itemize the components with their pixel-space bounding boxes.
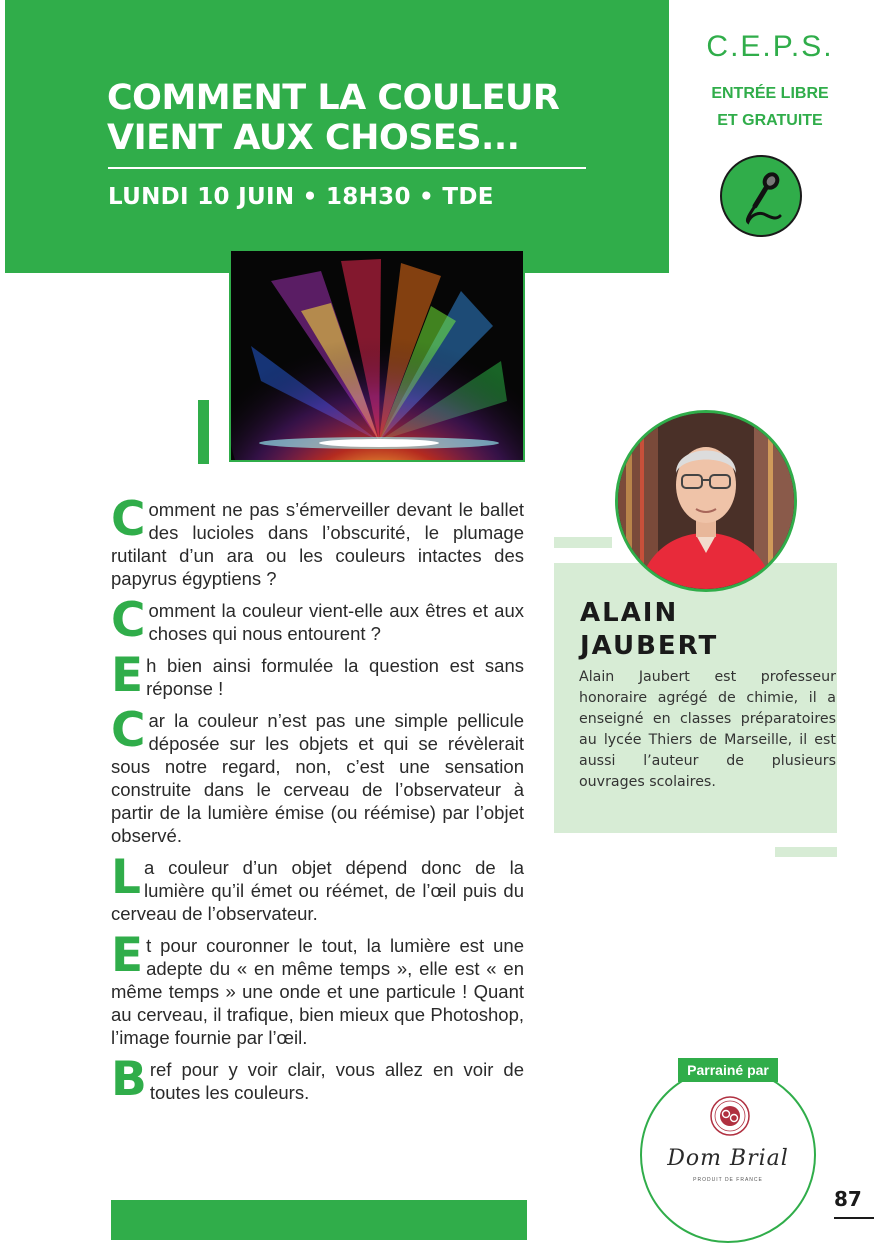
page-number-rule — [834, 1217, 874, 1219]
paragraph-4 — [111, 703, 524, 847]
bio-accent — [554, 537, 612, 548]
entry-info-line-2: ET GRATUITE — [717, 112, 823, 129]
paragraph-1 — [111, 492, 524, 590]
footer-bar — [111, 1200, 527, 1240]
entry-info — [680, 80, 860, 134]
conference-badge — [720, 155, 802, 237]
drop-cap: L — [111, 850, 141, 905]
speaker-photo — [618, 413, 794, 589]
drop-cap: E — [111, 648, 144, 703]
brand-seal-icon — [709, 1095, 751, 1137]
article-body — [111, 492, 524, 1113]
paragraph-6 — [111, 928, 524, 1049]
event-title — [107, 78, 607, 158]
paragraph-text: h bien ainsi formulée la question est sans réponse ! — [146, 655, 524, 699]
drop-cap: B — [111, 1052, 147, 1107]
event-title-line-1: COMMENT LA COULEUR — [107, 78, 560, 118]
paragraph-2 — [111, 593, 524, 648]
speaker-name — [580, 597, 718, 663]
drop-cap: E — [111, 928, 144, 983]
decorative-bar — [198, 400, 209, 464]
paragraph-text: ar la couleur n’est pas une simple pellicule déposée sur les objets et qui se révèlerait sous notre regard, non, c’est une sensation construite dans le cerveau de l’observateur à partir de la lumière émise (ou réémise) par l’objet observé. — [111, 710, 524, 846]
paragraph-text: omment ne pas s’émerveiller devant le ballet des lucioles dans l’obscurité, le plumage rutilant d’un ara ou les couleurs intactes des papyrus égyptiens ? — [111, 499, 524, 589]
speaker-bio: Alain Jaubert est professeur honoraire agrégé de chimie, il a enseigné en classes préparatoires au lycée Thiers de Marseille, il est aussi l’auteur de plusieurs ouvrages scolaires. — [579, 669, 836, 790]
paragraph-text: omment la couleur vient-elle aux êtres et aux choses qui nous entourent ? — [148, 600, 524, 644]
drop-cap: C — [111, 492, 146, 547]
page-number: 87 — [834, 1187, 862, 1211]
title-divider — [108, 167, 586, 169]
event-title-line-2: VIENT AUX CHOSES... — [107, 118, 520, 158]
drop-cap: C — [111, 593, 146, 648]
drop-cap: C — [111, 703, 146, 758]
speaker-last-name: JAUBERT — [580, 631, 719, 661]
bio-accent — [775, 847, 837, 857]
speaker-portrait — [615, 410, 797, 592]
event-date: LUNDI 10 JUIN • 18H30 • TDE — [108, 184, 494, 210]
paragraph-text: ref pour y voir clair, vous allez en voir de toutes les couleurs. — [149, 1059, 524, 1103]
entry-info-line-1: ENTRÉE LIBRE — [711, 85, 829, 102]
microphone-icon — [722, 157, 804, 239]
sponsor-brand-tagline: PRODUIT DE FRANCE — [693, 1177, 763, 1183]
sponsor-label: Parrainé par — [678, 1058, 778, 1082]
paragraph-5 — [111, 850, 524, 925]
paragraph-text: a couleur d’un objet dépend donc de la lumière qu’il émet ou réémet, de l’œil puis du cerveau de l’observateur. — [111, 857, 524, 924]
speaker-first-name: ALAIN — [580, 598, 679, 628]
paragraph-7 — [111, 1052, 524, 1107]
rainbow-light-photo — [229, 249, 525, 462]
paragraph-3 — [111, 648, 524, 703]
sponsor-brand-name: Dom Brial — [667, 1146, 789, 1171]
organizer-label: C.E.P.S. — [706, 30, 834, 63]
light-spectrum-image — [231, 251, 525, 462]
paragraph-text: t pour couronner le tout, la lumière est une adepte du « en même temps », elle est « en même temps » une onde et une particule ! Quant au cerveau, il trafique, bien mieux que Photoshop, l’image fournie par l’œil. — [111, 935, 524, 1048]
seal-graphic — [709, 1095, 751, 1137]
